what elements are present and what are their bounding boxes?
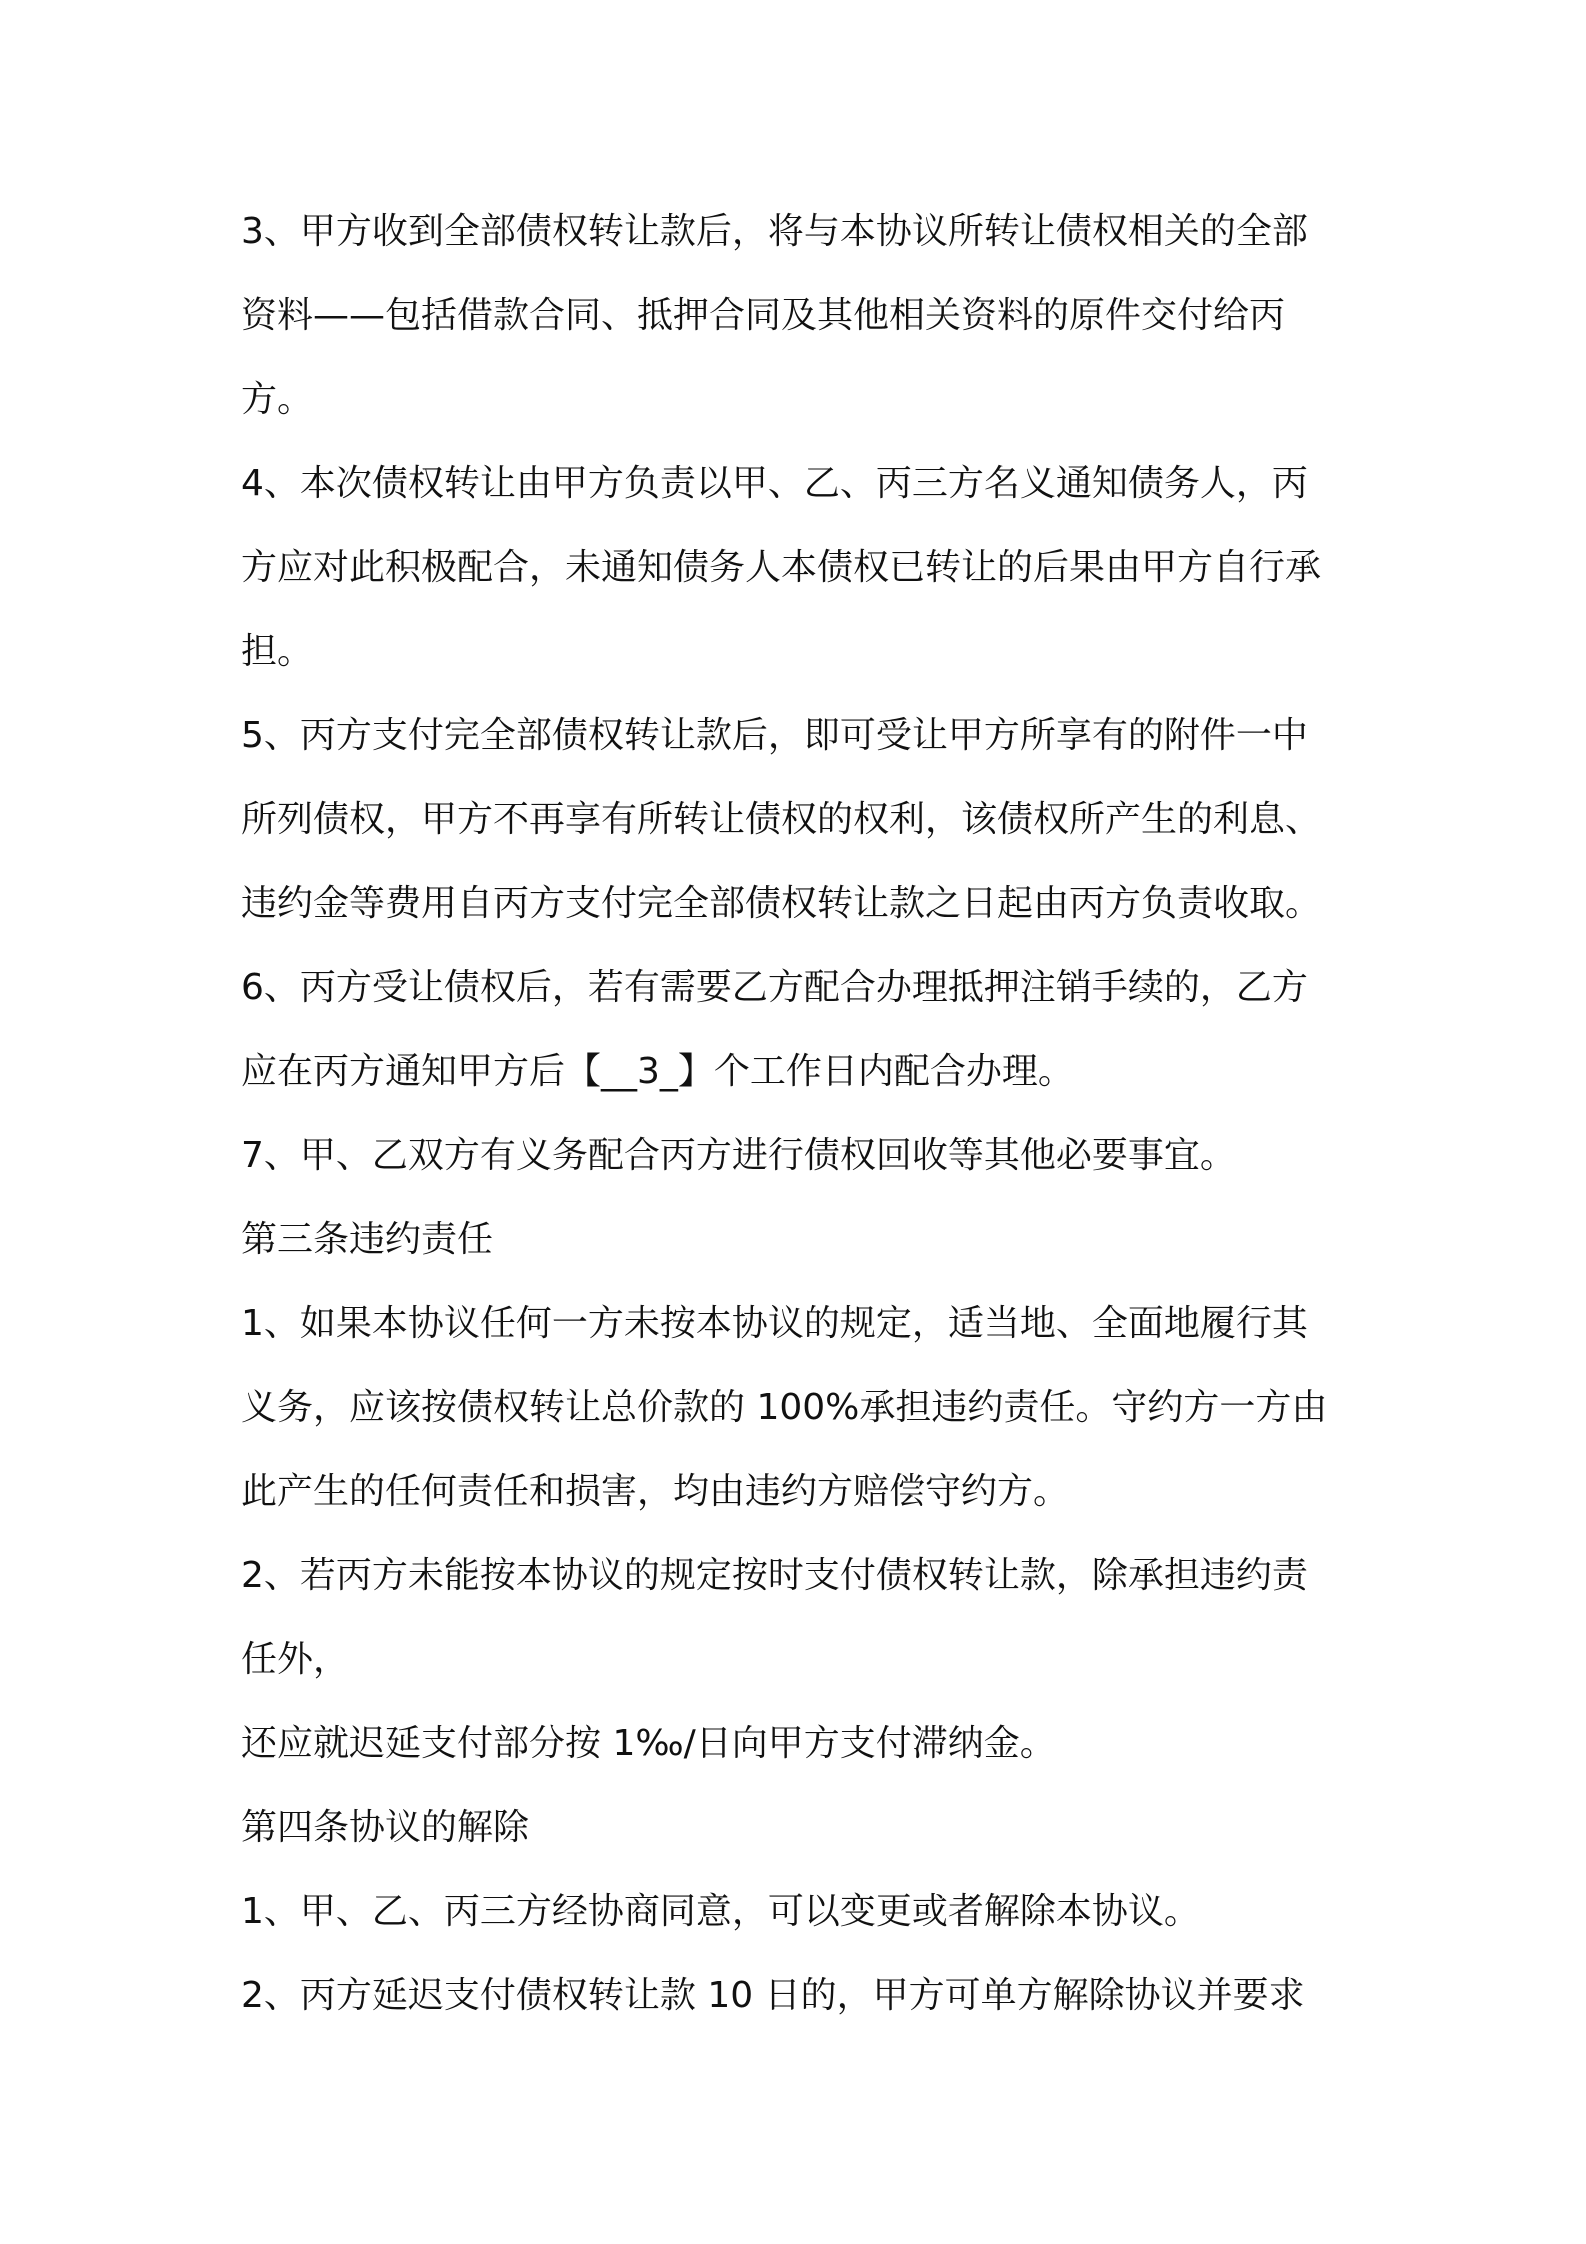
breach-clause-2-line-3: 还应就迟延支付部分按 1‰/日向甲方支付滞纳金。 xyxy=(241,1723,1056,1764)
clause-7-line-1: 7、甲、乙双方有义务配合丙方进行债权回收等其他必要事宜。 xyxy=(241,1135,1236,1176)
clause-6-line-1: 6、丙方受让债权后，若有需要乙方配合办理抵押注销手续的，乙方 xyxy=(241,967,1308,1008)
termination-clause-2-line-1: 2、丙方延迟支付债权转让款 10 日的，甲方可单方解除协议并要求 xyxy=(241,1975,1305,2016)
clause-3-line-3: 方。 xyxy=(241,379,314,420)
clause-3-line-2: 资料——包括借款合同、抵押合同及其他相关资料的原件交付给丙 xyxy=(241,295,1286,336)
clause-4-line-3: 担。 xyxy=(241,631,314,672)
clause-5-line-2: 所列债权，甲方不再享有所转让债权的权利，该债权所产生的利息、 xyxy=(241,799,1322,840)
breach-clause-1-line-2: 义务，应该按债权转让总价款的 100%承担违约责任。守约方一方由 xyxy=(241,1387,1328,1428)
breach-clause-2-line-2: 任外， xyxy=(241,1639,350,1680)
breach-clause-1-line-3: 此产生的任何责任和损害，均由违约方赔偿守约方。 xyxy=(241,1471,1070,1512)
clause-4-line-2: 方应对此积极配合，未通知债务人本债权已转让的后果由甲方自行承 xyxy=(241,547,1322,588)
breach-clause-1-line-1: 1、如果本协议任何一方未按本协议的规定，适当地、全面地履行其 xyxy=(241,1303,1308,1344)
clause-5-line-3: 违约金等费用自丙方支付完全部债权转让款之日起由丙方负责收取。 xyxy=(241,883,1322,924)
section-heading-article-3: 第三条违约责任 xyxy=(241,1219,494,1260)
clause-5-line-1: 5、丙方支付完全部债权转让款后，即可受让甲方所享有的附件一中 xyxy=(241,715,1308,756)
document-body xyxy=(241,190,1361,2038)
section-heading-article-4: 第四条协议的解除 xyxy=(241,1807,530,1848)
clause-4-line-1: 4、本次债权转让由甲方负责以甲、乙、丙三方名义通知债务人，丙 xyxy=(241,463,1308,504)
clause-3-line-1: 3、甲方收到全部债权转让款后，将与本协议所转让债权相关的全部 xyxy=(241,211,1308,252)
clause-6-line-2: 应在丙方通知甲方后【__3_】个工作日内配合办理。 xyxy=(241,1051,1074,1092)
termination-clause-1-line-1: 1、甲、乙、丙三方经协商同意，可以变更或者解除本协议。 xyxy=(241,1891,1200,1932)
breach-clause-2-line-1: 2、若丙方未能按本协议的规定按时支付债权转让款，除承担违约责 xyxy=(241,1555,1308,1596)
